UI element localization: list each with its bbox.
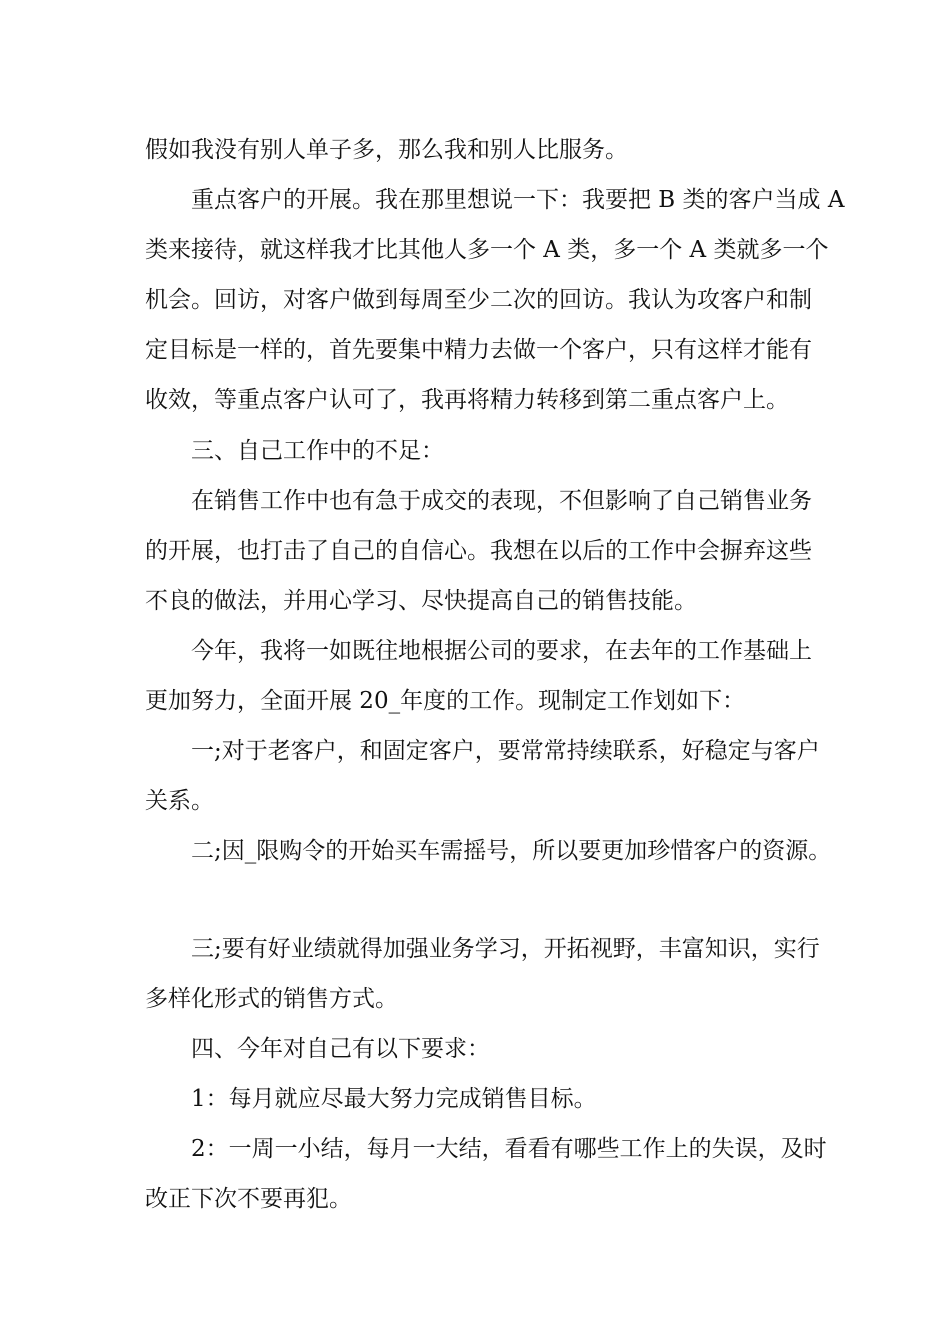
text-line: 关系。 [145,788,214,814]
list-item: 二;因_限购令的开始买车需摇号，所以要更加珍惜客户的资源。 [145,838,832,864]
text-line: 多样化形式的销售方式。 [145,986,398,1012]
text-line: 类来接待，就这样我才比其他人多一个 A 类，多一个 A 类就多一个 [145,237,829,263]
text-line: 重点客户的开展。我在那里想说一下：我要把 B 类的客户当成 A [145,187,845,213]
list-item: 1：每月就应尽最大努力完成销售目标。 [145,1086,597,1112]
text-line: 更加努力，全面开展 20_年度的工作。现制定工作划如下： [145,688,746,714]
section-heading: 三、自己工作中的不足： [145,438,444,464]
list-item: 2：一周一小结，每月一大结，看看有哪些工作上的失误，及时 [145,1136,827,1162]
text-line: 的开展，也打击了自己的自信心。我想在以后的工作中会摒弃这些 [145,538,812,564]
section-heading: 四、今年对自己有以下要求： [145,1036,490,1062]
text-line: 在销售工作中也有急于成交的表现，不但影响了自己销售业务 [145,488,812,514]
list-item: 三;要有好业绩就得加强业务学习，开拓视野，丰富知识，实行 [145,936,820,962]
text-line: 假如我没有别人单子多，那么我和别人比服务。 [145,137,628,163]
text-line: 改正下次不要再犯。 [145,1186,352,1212]
text-line: 定目标是一样的，首先要集中精力去做一个客户，只有这样才能有 [145,337,812,363]
text-line: 机会。回访，对客户做到每周至少二次的回访。我认为攻客户和制 [145,287,812,313]
text-line: 今年，我将一如既往地根据公司的要求，在去年的工作基础上 [145,638,812,664]
text-line: 收效，等重点客户认可了，我再将精力转移到第二重点客户上。 [145,387,789,413]
text-line: 不良的做法，并用心学习、尽快提高自己的销售技能。 [145,588,697,614]
list-item: 一;对于老客户，和固定客户，要常常持续联系，好稳定与客户 [145,738,820,764]
